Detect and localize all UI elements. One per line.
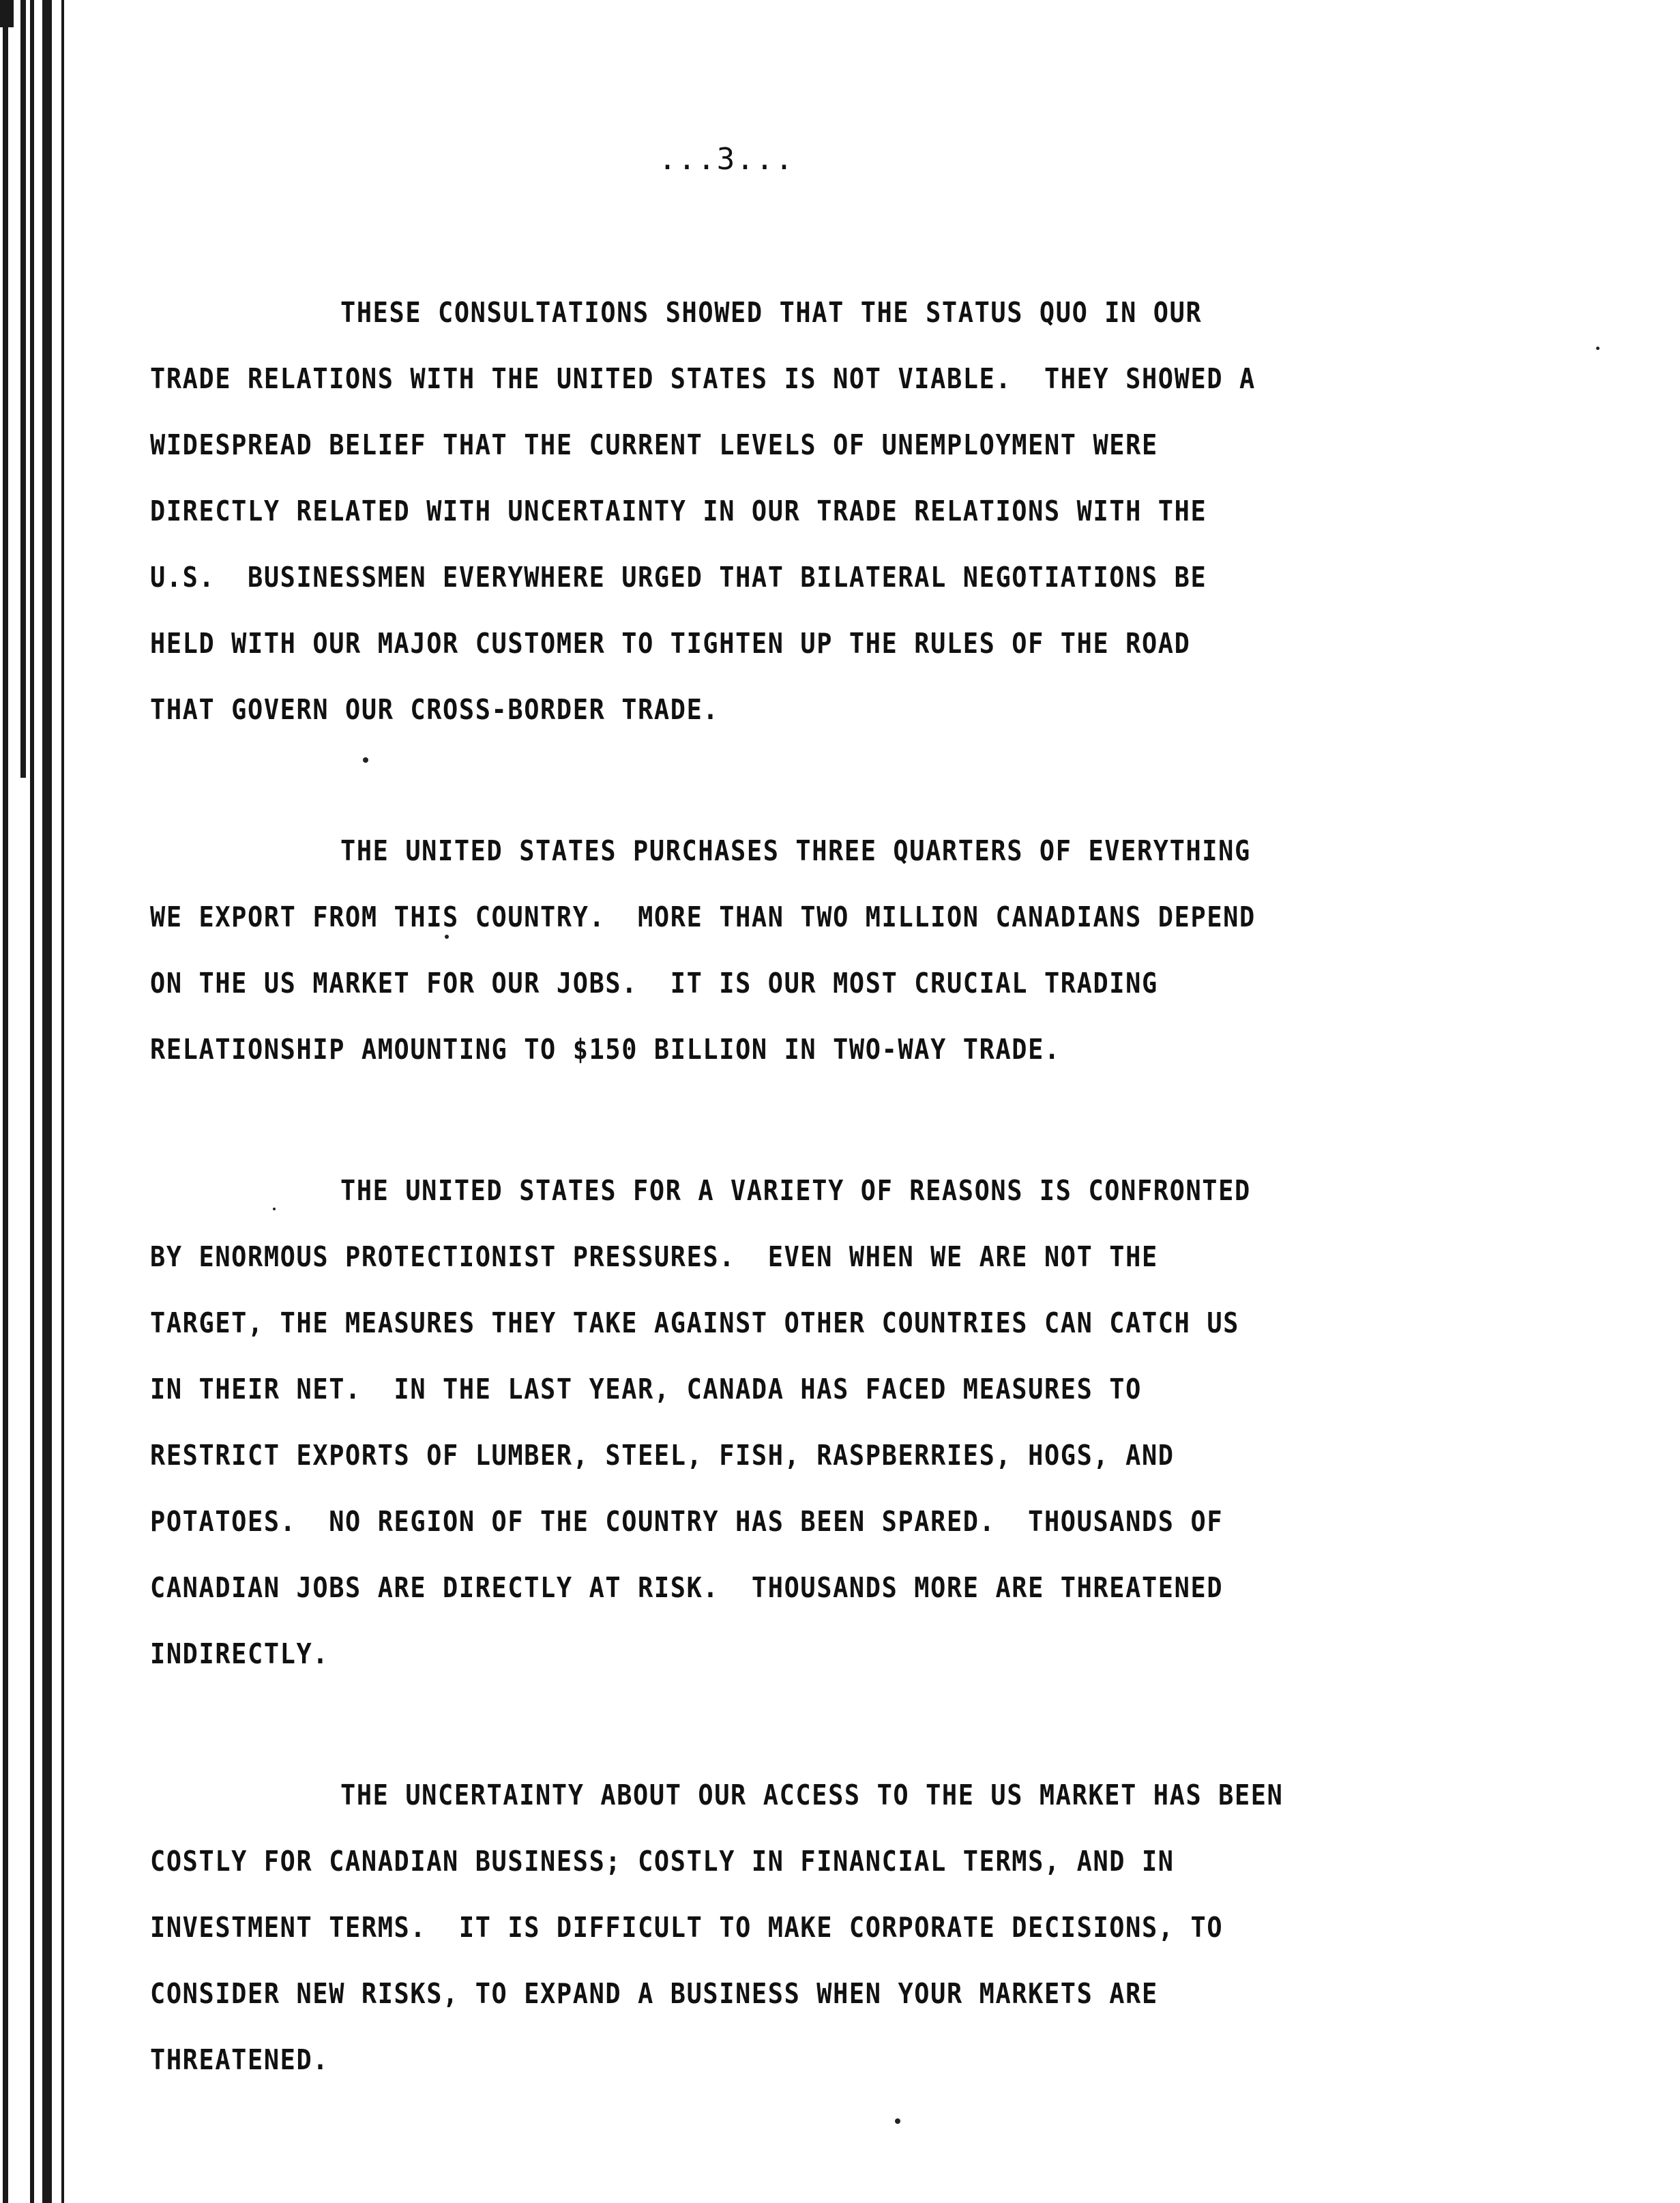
text-line: THE UNITED STATES FOR A VARIETY OF REASONS IS CONFRONTED xyxy=(340,1174,1251,1207)
text-line: THE UNITED STATES PURCHASES THREE QUARTERS OF EVERYTHING xyxy=(340,834,1251,867)
scan-speck xyxy=(1596,347,1600,350)
text-line: THESE CONSULTATIONS SHOWED THAT THE STATUS QUO IN OUR xyxy=(340,296,1203,329)
paragraph xyxy=(150,1158,1582,1687)
scan-edge-line xyxy=(42,0,52,2203)
scan-speck xyxy=(895,2118,900,2124)
paragraph xyxy=(150,280,1582,743)
text-line: CONSIDER NEW RISKS, TO EXPAND A BUSINESS WHEN YOUR MARKETS ARE xyxy=(150,1977,1158,2010)
text-line: HELD WITH OUR MAJOR CUSTOMER TO TIGHTEN UP THE RULES OF THE ROAD xyxy=(150,627,1191,660)
text-line: WIDESPREAD BELIEF THAT THE CURRENT LEVELS OF UNEMPLOYMENT WERE xyxy=(150,428,1158,461)
text-line: RESTRICT EXPORTS OF LUMBER, STEEL, FISH, RASPBERRIES, HOGS, AND xyxy=(150,1439,1175,1472)
page-number: ...3... xyxy=(658,142,795,177)
text-line: THE UNCERTAINTY ABOUT OUR ACCESS TO THE US MARKET HAS BEEN xyxy=(340,1779,1284,1811)
text-line: IN THEIR NET. IN THE LAST YEAR, CANADA HAS FACED MEASURES TO xyxy=(150,1373,1142,1405)
text-line: POTATOES. NO REGION OF THE COUNTRY HAS BEEN SPARED. THOUSANDS OF xyxy=(150,1505,1224,1538)
paragraph xyxy=(150,1762,1582,2093)
scan-edge-line xyxy=(30,0,34,2203)
text-line: TRADE RELATIONS WITH THE UNITED STATES IS NOT VIABLE. THEY SHOWED A xyxy=(150,362,1256,395)
text-line: RELATIONSHIP AMOUNTING TO $150 BILLION IN TWO-WAY TRADE. xyxy=(150,1033,1061,1066)
scan-edge-line xyxy=(20,0,26,778)
paragraph xyxy=(150,818,1582,1083)
text-line: THREATENED. xyxy=(150,2043,329,2076)
text-line: DIRECTLY RELATED WITH UNCERTAINTY IN OUR TRADE RELATIONS WITH THE xyxy=(150,495,1207,527)
text-line: COSTLY FOR CANADIAN BUSINESS; COSTLY IN FINANCIAL TERMS, AND IN xyxy=(150,1845,1175,1878)
text-line: U.S. BUSINESSMEN EVERYWHERE URGED THAT BILATERAL NEGOTIATIONS BE xyxy=(150,561,1207,594)
text-line: ON THE US MARKET FOR OUR JOBS. IT IS OUR MOST CRUCIAL TRADING xyxy=(150,967,1158,1000)
text-line: WE EXPORT FROM THIS COUNTRY. MORE THAN TWO MILLION CANADIANS DEPEND xyxy=(150,901,1256,933)
text-line: CANADIAN JOBS ARE DIRECTLY AT RISK. THOUSANDS MORE ARE THREATENED xyxy=(150,1571,1224,1604)
text-line: TARGET, THE MEASURES THEY TAKE AGAINST OTHER COUNTRIES CAN CATCH US xyxy=(150,1307,1239,1339)
scan-speck xyxy=(363,757,368,763)
scan-speck xyxy=(445,935,449,939)
text-line: INVESTMENT TERMS. IT IS DIFFICULT TO MAKE CORPORATE DECISIONS, TO xyxy=(150,1911,1224,1944)
text-line: THAT GOVERN OUR CROSS-BORDER TRADE. xyxy=(150,693,720,726)
text-line: BY ENORMOUS PROTECTIONIST PRESSURES. EVEN WHEN WE ARE NOT THE xyxy=(150,1240,1158,1273)
scan-edge-line xyxy=(61,0,64,2203)
scan-speck xyxy=(273,1208,276,1210)
body-text xyxy=(150,280,1582,2168)
text-line: INDIRECTLY. xyxy=(150,1637,329,1670)
scan-edge-line xyxy=(3,0,8,2203)
